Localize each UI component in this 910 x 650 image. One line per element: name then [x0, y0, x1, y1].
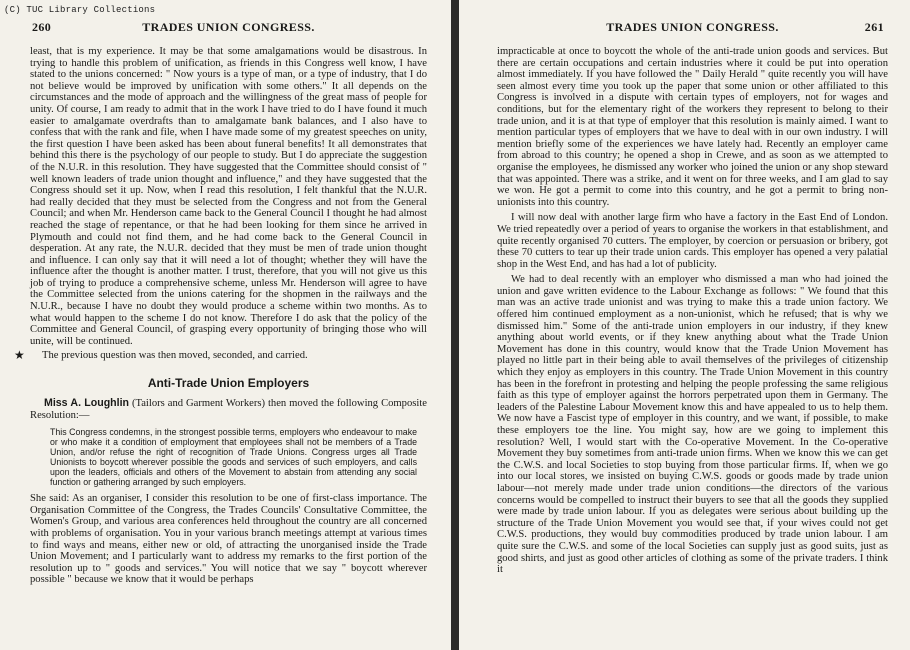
speaker-name: Miss A. Loughlin — [44, 397, 129, 410]
speaker-intro — [30, 398, 427, 421]
running-title: TRADES UNION CONGRESS. — [606, 20, 779, 34]
body-paragraph: She said: As an organiser, I consider this resolution to be one of first-class importance. The Organisation Committee of the Congress, the Trades Councils' Consultative Committee, the Women's Group, and various area conferences held throughout the country are all concerned with problems of organisation. You in your various branch meetings attempt at various times to find ways and means, either new or old, of attracting the unorganised inside the Trade Union Movement; and I particularly want to address my remarks to the first portion of the resolution up to " goods and services." You will notice that we say " boycott wherever possible " because we know that it would be perhaps — [30, 493, 427, 586]
motion-status-text: The previous question was then moved, seconded, and carried. — [42, 350, 308, 362]
composite-resolution: This Congress condemns, in the strongest possible terms, employers who endeavour to make or who make it a condition of employment that employees shall not be members of a Trade Union, and/or refuse the right of recognition of Trade Unions. Congress urges all Trade Unionists to boycott wherever possible the goods and services of such employers, and calls upon the leaders, officials and others of the Movement to abstain from attending any social function or gathering arranged by such employers. — [50, 427, 417, 488]
body-paragraph: I will now deal with another large firm who have a factory in the East End of London. We tried repeatedly over a period of years to organise the workers in that establishment, and quite recently organised 70 cutters. The employer, by coercion or persuasion or bribery, got these 70 cutters to tear up their trade union cards. This employer has opened a very palatial shop in the West End, and has had a lot of publicity. — [497, 212, 888, 270]
page-number: 261 — [864, 20, 884, 34]
speaker-intro-text: (Tailors and Garment Workers) then moved the following Composite Resolution:— — [30, 398, 427, 421]
running-head — [497, 20, 888, 46]
running-title: TRADES UNION CONGRESS. — [142, 20, 315, 34]
body-paragraph: least, that is my experience. It may be that some amalgamations would be disastrous. In trying to handle this problem of unification, as friends in this Congress well know, I have stated to the unions concerned: " Now yours is a type of man, or a type of industry, that I do not believe would be improved by unification with some others." It all depends on the circumstances and the mode of approach and the willingness of the great mass of people for unity. Of course, I am ready to admit that in the work I have tried to do I have found it much easier to amalgamate overdrafts than to amalgamate bank balances, and I also have to confess that with the rank and file, when I have made some of my greatest speeches on unity, the first question I have been asked has been about funeral benefits! It all demonstrates that behind this there is the psychology of our people to study. But I do appreciate the suggestion of the N.U.R. in this resolution. They have suggested that the Committee should consist of " well known leaders of trade union thought and influence," and they have suggested that the Congress should set it up. Now, when I read this resolution, I felt thankful that the N.U.R. had really decided that they must be selected from the Congress and not from the General Council; and when Mr. Henderson came back to the General Council I thought he had almost reached the stage of repentance, or that he had been looking for them since he arrived in Plymouth and could not find them, and he had come back to the General Council in desperation. At any rate, the N.U.R. decided that they must be men of trade union thought and influence. I can only say that it will need a lot of thought; whether they will have the influence after the thought is another matter. I trust, therefore, that you will not give us this job of trying to produce a comprehensive scheme, unless Mr. Henderson will agree to have the Committee selected from the unions catering for the shopmen in the railways and the N.U.R., because I have no doubt they would produce a scheme within two months. As to what would happen to the scheme I do not know. Therefore I do ask that the policy of the Committee and General Council, of grasping every opportunity of bringing those who will unite, will be continued. — [30, 46, 427, 347]
book-gutter — [451, 0, 459, 650]
motion-status-line — [14, 348, 427, 363]
running-head — [30, 20, 427, 46]
body-paragraph: impracticable at once to boycott the whole of the anti-trade union goods and services. But there are certain occupations and certain industries where it could be put into operation almost immediately. If you have followed the " Daily Herald " quite recently you will have seen almost every time you took up the paper that some union or other affiliated to this Congress is involved in a dispute with certain types of employers, not for wages and conditions, but for the elementary right of the workers they represent to belong to their trade union, and it is at that type of employer that this resolution is mainly aimed. I want to mention particular types of employers that we have to deal with in our own industry. I will mention briefly some of the experiences we have lately had. Recently an employer came from abroad to this country; he opened a shop in Crewe, and as soon as we attempted to organise the employees, he dismissed any worker who joined the union or any shop steward that was appointed. There was a strike, and it went on for three weeks, and I am glad to say we won. He got a permit to come into this country, and he got a permit to bring non-unionists into this country. — [497, 46, 888, 208]
right-page — [459, 0, 910, 650]
watermark: (C) TUC Library Collections — [4, 5, 156, 15]
page-number: 260 — [32, 20, 52, 34]
section-heading: Anti-Trade Union Employers — [147, 376, 310, 391]
star-icon: ★ — [14, 348, 25, 363]
left-page — [0, 0, 451, 650]
body-paragraph: We had to deal recently with an employer who dismissed a man who had joined the union and gave written evidence to the Labour Exchange as follows: " We found that this man was an active trade unionist and was trying to make this a trade union factory. We offered him continued employment as a non-unionist, which he refused; that is why we dismissed him." Some of the anti-trade union employers in our industry, if they knew anything about world events, or if they knew anything about what the Trade Union Movement has done in this country, would know that the Trade Union Movement has played no little part in their being able to avail themselves of the privileges of citizenship which they enjoy as employers in this country. The Trade Union Movement in this country has been in the forefront in protesting and helping the people professing the same religious faith as this type of employer against the horrors perpetrated upon them in Germany. The leaders of the Palestine Labour Movement know this and have appealed to us to help them. We now have a Fascist type of employer in this country, and we want, if possible, to make these employers toe the line. You might say, how are we going to implement this resolution? Well, I would start with the Co-operative Movement. In the Co-operative Movement they buy sometimes from anti-trade union firms. When we know this we can get the C.W.S. and local Societies to stop buying from those particular firms. If, when we go into our local stores, we insisted on buying C.W.S. goods or goods made by trade union labour—not merely made under trade union conditions—the directors of the various concerns would be compelled to instruct their buyers to see that all the goods they supplied were made by trade union labour. If you as delegates were serious about building up the structure of the Trade Union Movement you would see that, if your wives could not get C.W.S. productions, they would buy commodities produced by trade union labour. I am quite sure the C.W.S. and some of the local Societies can supply just as good suits, just as good shirts, and just as good other articles of clothing as some of the private traders. I think it — [497, 274, 888, 576]
